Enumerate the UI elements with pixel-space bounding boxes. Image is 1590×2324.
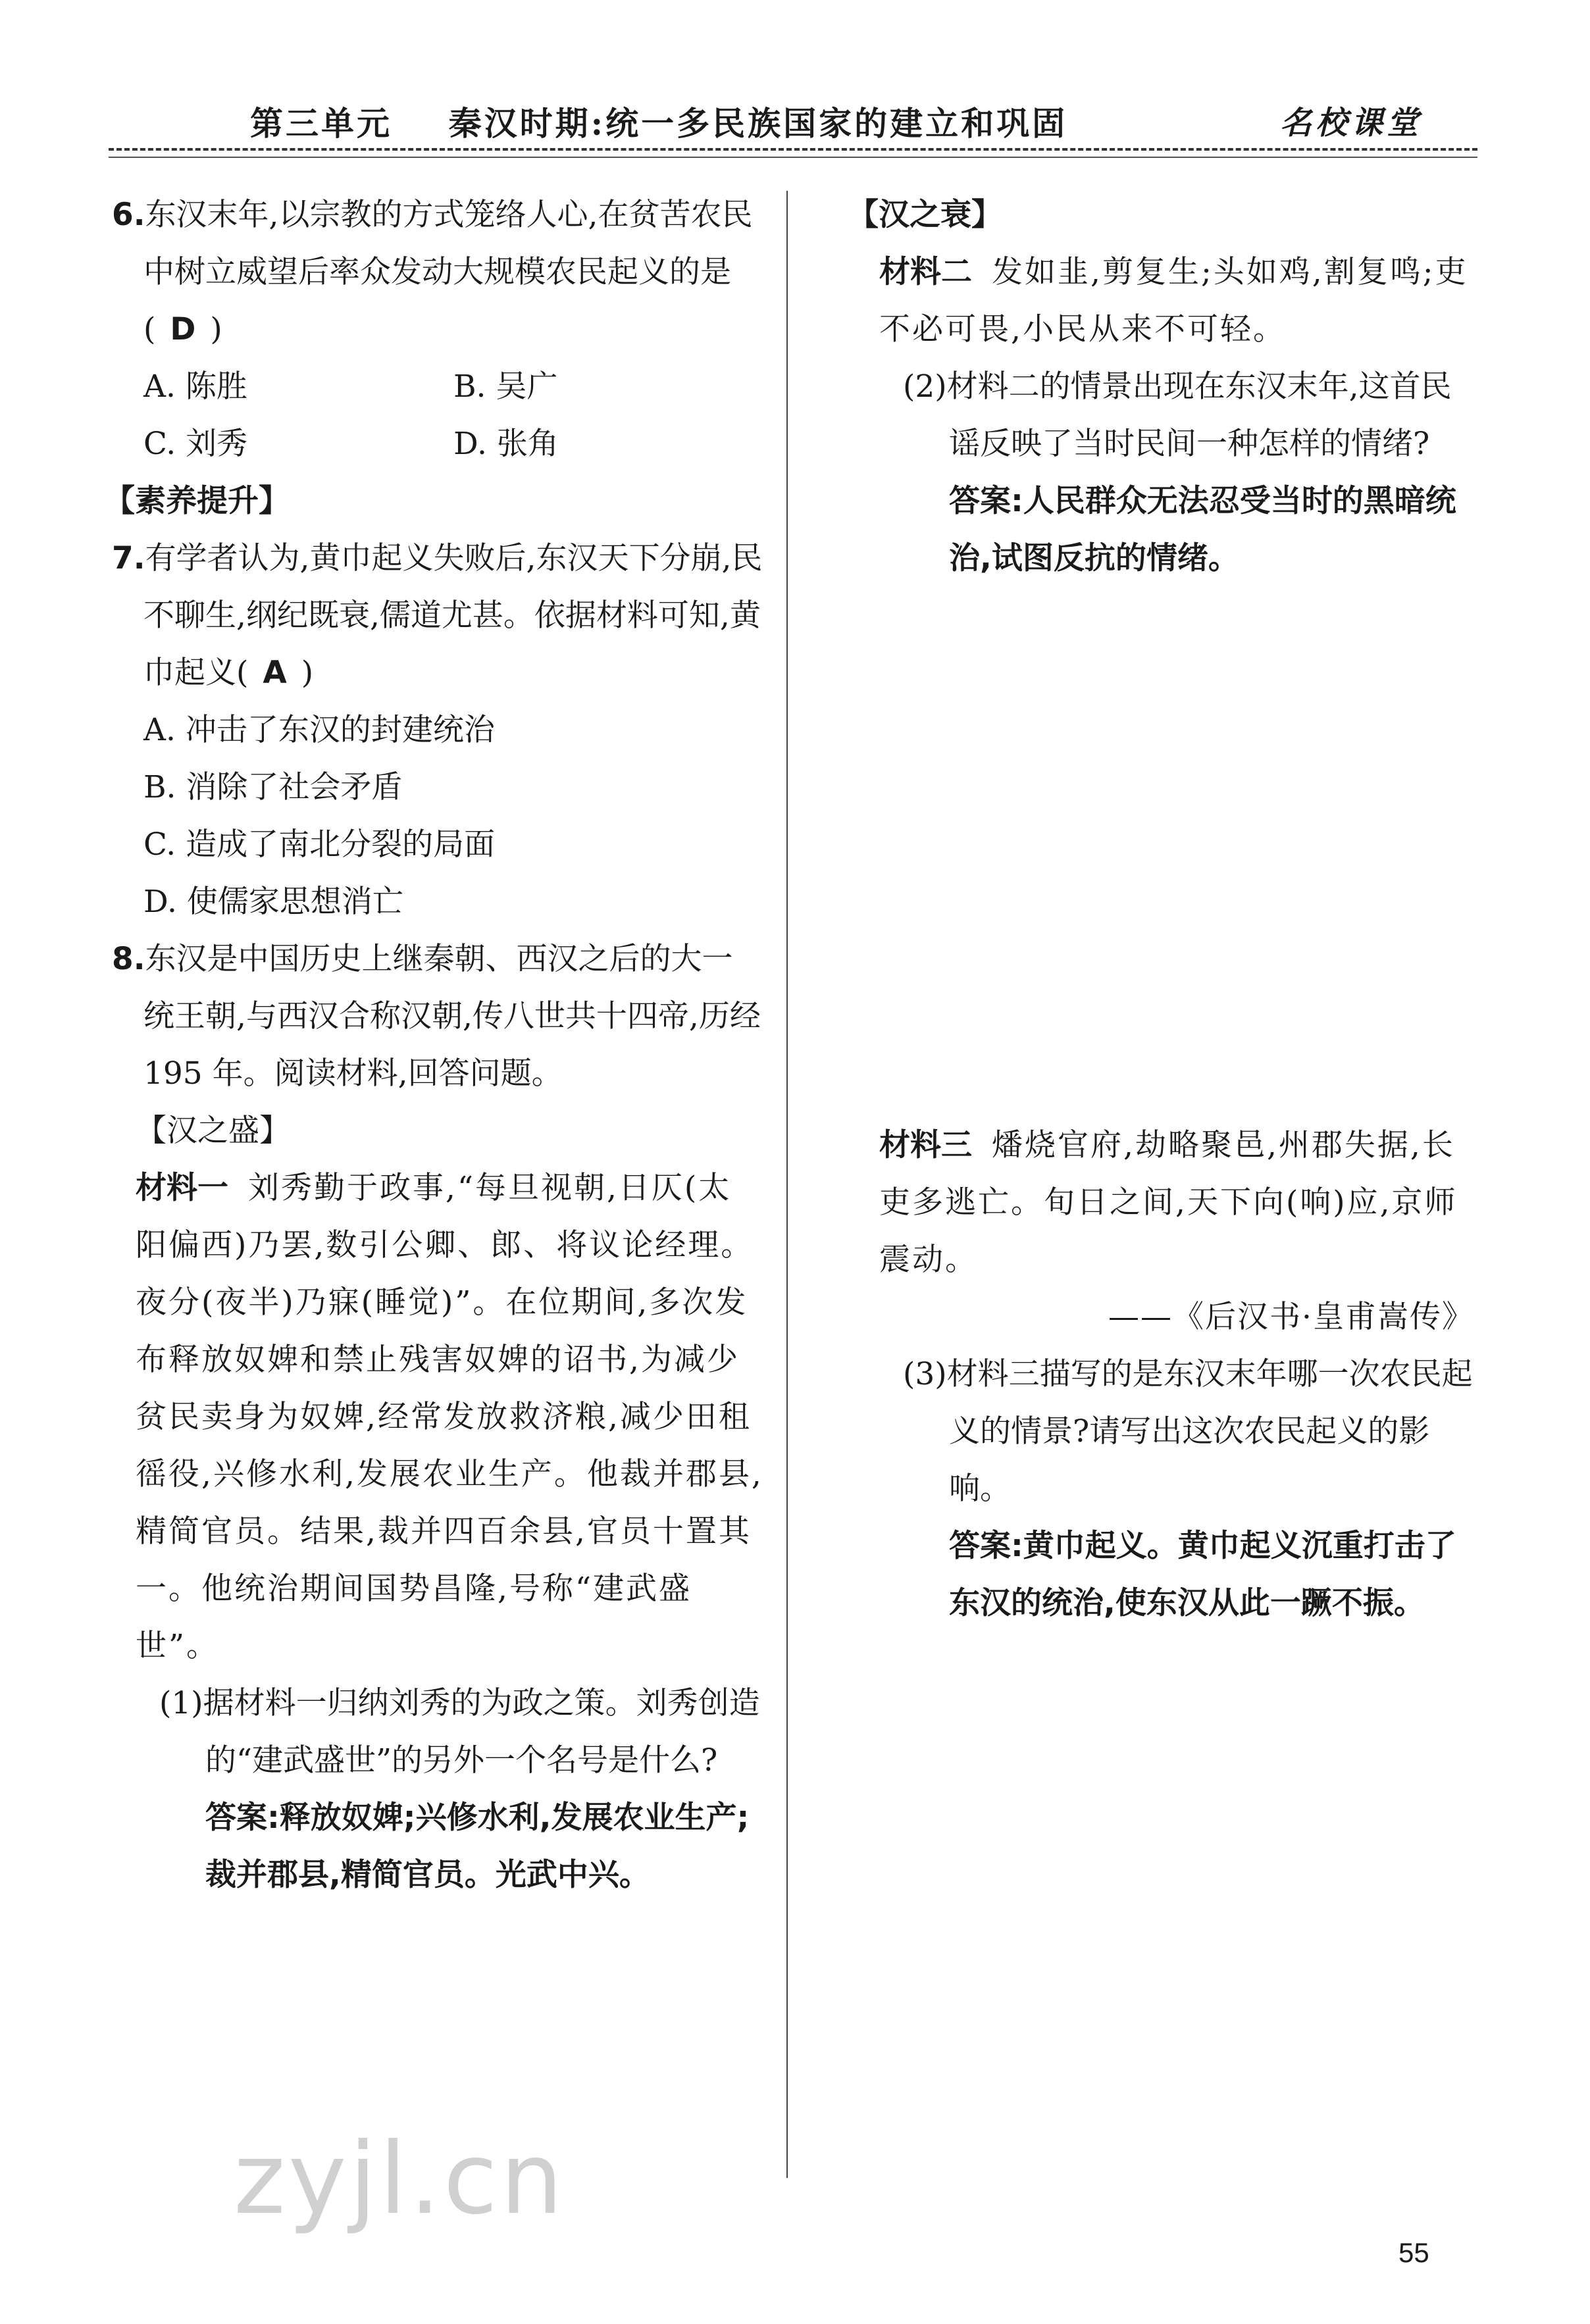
question-stem: 东汉是中国历史上继秦朝、西汉之后的大一统王朝,与西汉合称汉朝,传八世共十四帝,历经 195 年。阅读材料,回答问题。 [143, 941, 761, 1092]
answer-1: 答案:释放奴婢;兴修水利,发展农业生产;裁并郡县,精简官员。光武中兴。 [205, 1800, 750, 1893]
option-a: A. 陈胜 [143, 368, 247, 405]
material-text: 发如韭,剪复生;头如鸡,割复鸣;吏不必可畏,小民从来不可轻。 [879, 254, 1468, 347]
material-source: ——《后汉书·皇甫嵩传》 [1108, 1299, 1474, 1335]
material-1 [112, 1159, 763, 1675]
answer-3: 答案:黄巾起义。黄巾起义沉重打击了东汉的统治,使东汉从此一蹶不振。 [949, 1528, 1456, 1621]
column-divider [786, 191, 788, 2178]
material-text: 刘秀勤于政事,“每旦视朝,日仄(太阳偏西)乃罢,数引公卿、郎、将议论经理。夜分(夜半)乃寐(睡觉)”。在位期间,多次发布释放奴婢和禁止残害奴婢的诏书,为减少贫民卖身为奴婢,经常发放救济粮,减少田租徭役,兴修水利,发展农业生产。他裁并郡县,精简官员。结果,裁并四百余县,官员十置其一。他统治期间国势昌隆,号称“建武盛世”。 [136, 1170, 763, 1664]
question-stem: 东汉末年,以宗教的方式笼络人心,在贫苦农民中树立威望后率众发动大规模农民起义的是( [143, 197, 753, 347]
subsection-title: 【汉之盛】 [136, 1113, 290, 1149]
page-number: 55 [1398, 2237, 1429, 2268]
question-7 [112, 530, 763, 701]
options-row [112, 358, 763, 415]
unit-title: 第三单元 秦汉时期:统一多民族国家的建立和巩固 [250, 104, 1068, 143]
option-a: A. 冲击了东汉的封建统治 [143, 712, 495, 748]
question-number: 8. [112, 941, 145, 977]
right-column [848, 186, 1474, 1632]
section-title: 【素养提升】 [104, 483, 290, 519]
material-3 [856, 1117, 1474, 1288]
answer-choice: A [263, 655, 287, 691]
watermark: zyjl.cn [234, 2122, 566, 2236]
option-c: C. 造成了南北分裂的局面 [143, 826, 496, 863]
material-label: 材料二 [879, 254, 972, 290]
question-number: 6. [112, 197, 145, 233]
answer-choice: D [170, 311, 196, 347]
subsection-title: 【汉之衰】 [848, 197, 1002, 233]
material-2 [856, 243, 1474, 358]
question-8 [112, 930, 763, 1102]
option-c: C. 刘秀 [143, 426, 248, 462]
options-row [112, 415, 763, 472]
header-dashed-rule [109, 148, 1477, 151]
material-label: 材料三 [879, 1127, 972, 1163]
question-bracket: ) [210, 311, 222, 347]
material-text: 燔烧官府,劫略聚邑,州郡失据,长吏多逃亡。旬日之间,天下向(响)应,京师震动。 [879, 1127, 1458, 1278]
question-6 [112, 186, 763, 358]
question-stem: 有学者认为,黄巾起义失败后,东汉天下分崩,民不聊生,纲纪既衰,儒道尤甚。依据材料可知,黄巾起义( [143, 540, 763, 691]
option-b: B. 消除了社会矛盾 [143, 769, 403, 805]
brand-logo: 名校课堂 [1280, 105, 1423, 141]
option-d: D. 使儒家思想消亡 [143, 884, 403, 920]
option-d: D. 张角 [453, 426, 559, 462]
question-bracket: ) [301, 655, 314, 691]
sub-question-2: (2)材料二的情景出现在东汉末年,这首民谣反映了当时民间一种怎样的情绪? [903, 368, 1452, 462]
sub-question-1: (1)据材料一归纳刘秀的为政之策。刘秀创造的“建武盛世”的另外一个名号是什么? [159, 1685, 760, 1779]
left-column [104, 186, 763, 1904]
option-b: B. 吴广 [453, 368, 558, 405]
question-number: 7. [112, 540, 145, 576]
material-label: 材料一 [136, 1170, 228, 1206]
header-rule [109, 157, 1477, 158]
answer-space [856, 587, 1474, 1117]
answer-2: 答案:人民群众无法忍受当时的黑暗统治,试图反抗的情绪。 [949, 483, 1456, 576]
sub-question-3: (3)材料三描写的是东汉末年哪一次农民起义的情景?请写出这次农民起义的影响。 [903, 1356, 1473, 1507]
